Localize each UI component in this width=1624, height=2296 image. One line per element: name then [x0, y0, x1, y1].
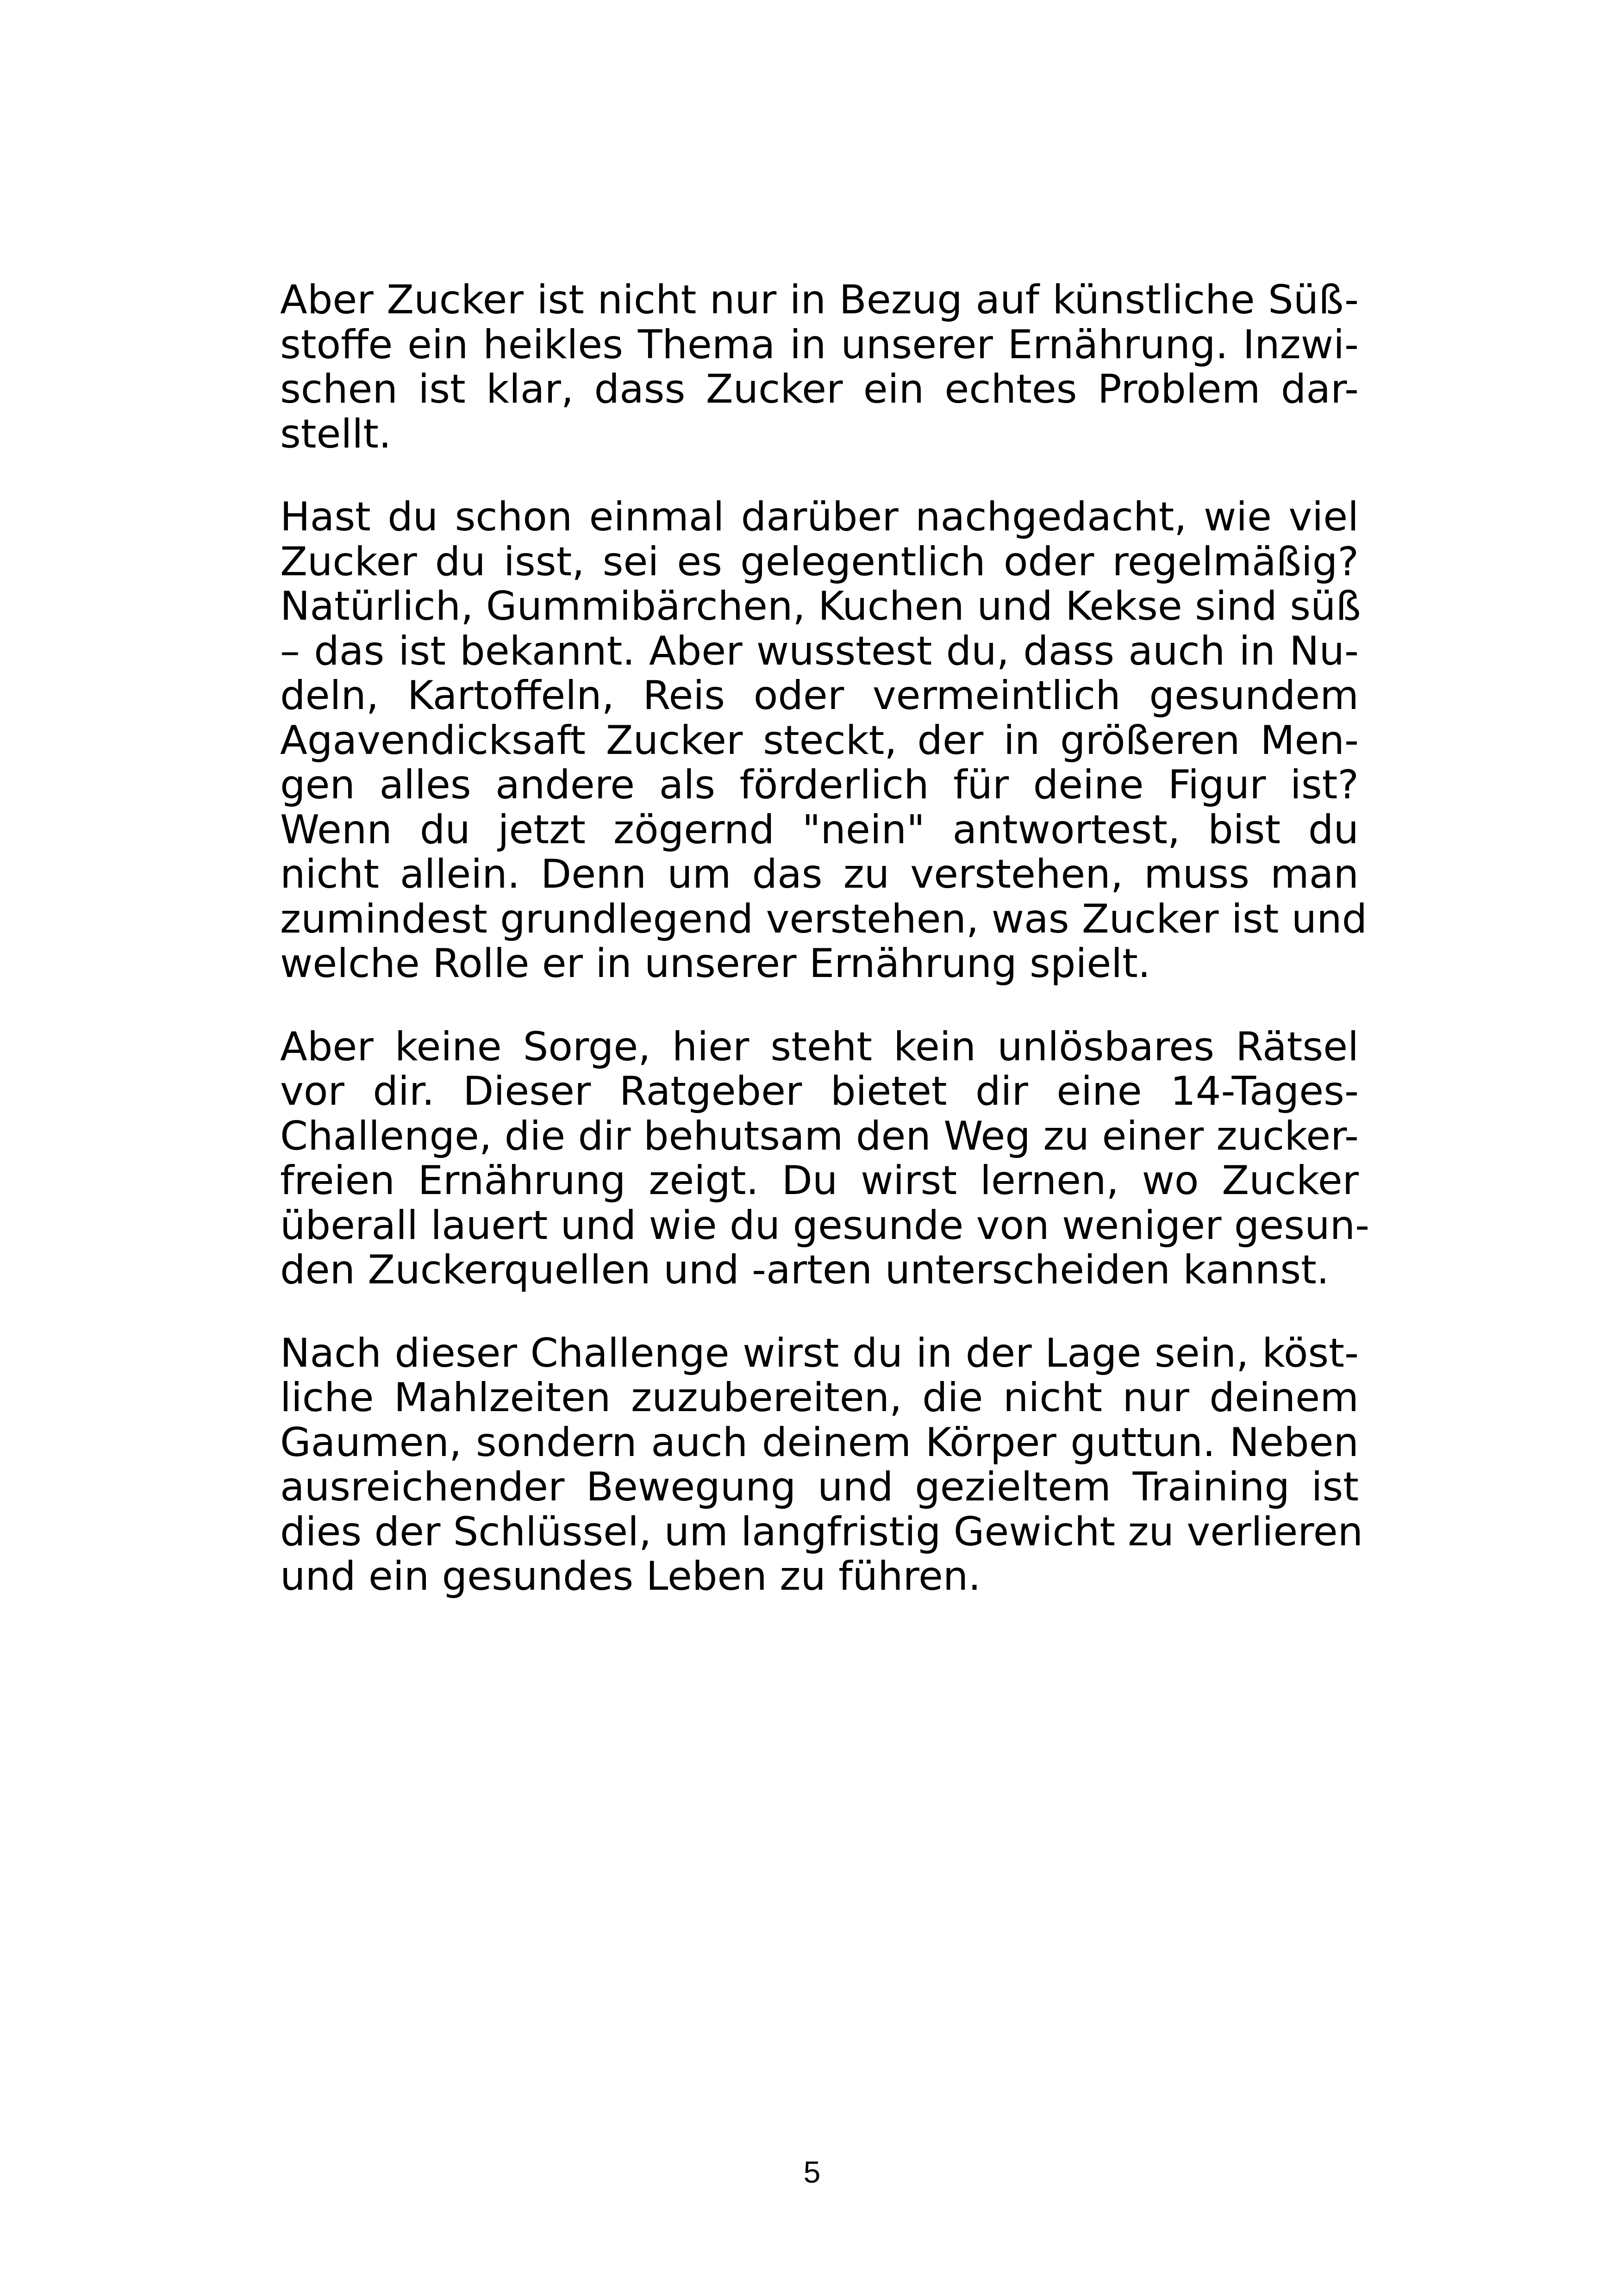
text-line: überall lauert und wie du gesunde von weniger gesun- [280, 1202, 1370, 1249]
text-line: und ein gesundes Leben zu führen. [280, 1553, 981, 1599]
text-line: gen alles andere als förderlich für deine Figur ist? [280, 762, 1359, 808]
paragraph-4 [280, 1330, 1363, 1599]
paragraph-1 [280, 278, 1359, 456]
text-line: Nach dieser Challenge wirst du in der Lage sein, köst- [280, 1330, 1359, 1376]
text-line: Hast du schon einmal darüber nachgedacht, wie viel [280, 494, 1359, 540]
text-line: – das ist bekannt. Aber wusstest du, dass auch in Nu- [280, 628, 1359, 674]
text-line: Gaumen, sondern auch deinem Körper guttun. Neben [280, 1419, 1359, 1466]
text-line: zumindest grundlegend verstehen, was Zucker ist und [280, 896, 1368, 942]
text-line: stoffe ein heikles Thema in unserer Ernährung. Inzwi- [280, 321, 1359, 368]
text-line: deln, Kartoffeln, Reis oder vermeintlich gesundem [280, 672, 1359, 719]
text-line: freien Ernährung zeigt. Du wirst lernen, wo Zucker [280, 1157, 1359, 1204]
text-line: den Zuckerquellen und -arten unterscheiden kannst. [280, 1247, 1330, 1293]
body-text [280, 277, 1370, 1637]
paragraph-3 [280, 1023, 1370, 1293]
text-line: Zucker du isst, sei es gelegentlich oder regelmäßig? [280, 538, 1359, 585]
text-line: Aber Zucker ist nicht nur in Bezug auf künstliche Süß- [280, 277, 1359, 323]
text-line: Challenge, die dir behutsam den Weg zu einer zucker- [280, 1113, 1359, 1159]
text-line: Agavendicksaft Zucker steckt, der in größeren Men- [280, 717, 1359, 764]
text-line: Wenn du jetzt zögernd "nein" antwortest, bist du [280, 806, 1359, 853]
text-line: ausreichender Bewegung und gezieltem Training ist [280, 1464, 1359, 1510]
text-line: stellt. [280, 411, 392, 457]
text-line: dies der Schlüssel, um langfristig Gewicht zu verlieren [280, 1508, 1363, 1555]
paragraph-2 [280, 494, 1368, 987]
page-number: 5 [803, 2155, 821, 2189]
text-line: schen ist klar, dass Zucker ein echtes Problem dar- [280, 366, 1359, 412]
text-line: liche Mahlzeiten zuzubereiten, die nicht nur deinem [280, 1375, 1359, 1421]
text-line: Aber keine Sorge, hier steht kein unlösbares Rätsel [280, 1023, 1359, 1070]
text-line: welche Rolle er in unserer Ernährung spielt. [280, 940, 1151, 987]
text-line: Natürlich, Gummibärchen, Kuchen und Kekse sind süß [280, 583, 1361, 629]
text-line: nicht allein. Denn um das zu verstehen, muss man [280, 851, 1359, 897]
text-line: vor dir. Dieser Ratgeber bietet dir eine 14-Tages- [280, 1068, 1359, 1114]
